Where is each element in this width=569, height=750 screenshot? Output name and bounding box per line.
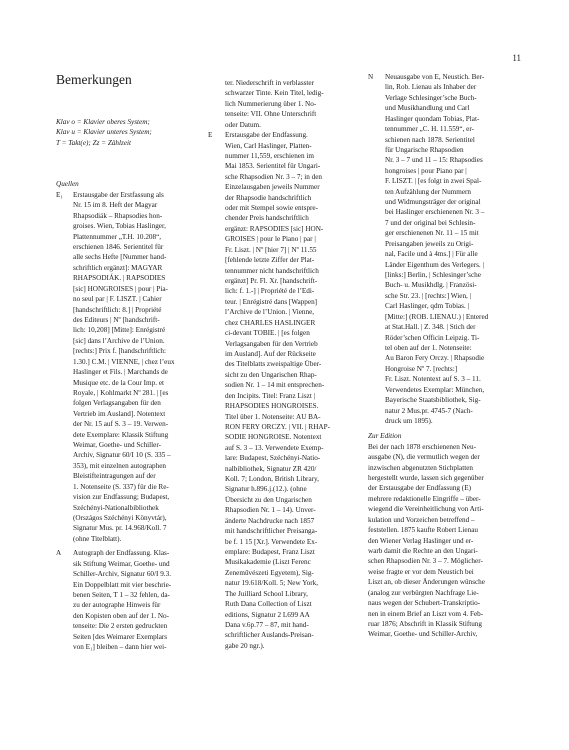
text-line: Erstausgabe der Erstfassung als	[73, 190, 164, 199]
text-line: auf S. 3 – 13. Verwendete Exemp-	[225, 443, 324, 452]
text-line: den Kopisten oben auf der 1. No-	[73, 611, 170, 620]
text-line: Titel über 1. Notenseite: AU BA-	[225, 412, 321, 421]
text-line: weise fragte er vor dem Neustich bei	[368, 567, 474, 576]
text-line: Nr. 3 – 7 und 11 – 15: Rhapsodies	[385, 156, 483, 165]
text-line: [Mitte:] (ROB. LIENAU.) | Entered	[385, 312, 489, 321]
siglum: N	[368, 73, 374, 81]
column-middle	[208, 78, 351, 651]
text-line: teur. | Enrégistré dans [Wappen]	[225, 297, 318, 306]
text-line: Liszt an, ob dieser Änderungen wünsche	[368, 578, 485, 587]
text-line: den Incipits. Titel: Franz Liszt |	[225, 391, 316, 400]
entry-body	[385, 72, 488, 426]
text-line: Bleistifteintragungen auf der	[73, 472, 156, 481]
text-line: Haslinger et Fils. | Marchands de	[73, 368, 168, 377]
text-line: Fr. Liszt. | Nº [hier 7] | Nº 11.55	[225, 245, 317, 254]
text-line: den Wiener Verlag Haslinger und er-	[368, 536, 474, 545]
text-line: Musique etc. de la Cour Imp. et	[73, 378, 165, 387]
text-line: editions, Signatur 2 L699 AA	[225, 610, 310, 619]
text-line: Hongroise Nº 7. [rechts:]	[385, 364, 458, 373]
text-line: Seiten [des Weimarer Exemplars	[73, 632, 168, 641]
text-line: oder Datum.	[225, 120, 261, 129]
text-line: be f. 1 15 [Xr.]. Verwendete Ex-	[225, 537, 318, 546]
text-line: schienen nach 1878. Serientitel	[385, 135, 475, 144]
text-line: Dana v.6p.77 – 87, mit hand-	[225, 620, 309, 629]
text-line: Carl Haslinger, qdm Tobias. |	[385, 302, 469, 311]
text-line: RON FERY ORCZY. | VII. | RHAP-	[225, 422, 330, 431]
text-line: Széchényi-Nationalbibliothek	[73, 503, 159, 512]
text-line: Fr. Liszt. Notentext auf S. 3 – 11.	[385, 375, 481, 384]
text-line: für Ungarische Rhapsodien	[385, 145, 464, 154]
text-line: oder mit Stempel sowie entspre-	[225, 204, 319, 213]
text-line: ci-devant TOBIE. | [es folgen	[225, 329, 310, 338]
text-line: sche Rhapsodien Nr. 3 – 7; in den	[225, 172, 323, 181]
text-line: Bei der nach 1878 erschienenen Neu-	[368, 442, 476, 451]
text-line: ger erschienenen Nr. 11 – 15 mit	[385, 229, 479, 238]
text-line: des Titelblatts zweispaltige Über-	[225, 360, 322, 369]
text-line: von E₁] bleiben – dann hier wei-	[73, 643, 167, 652]
text-line: Bayerische Staatsbibliothek, Sig-	[385, 396, 481, 405]
text-line: (Országos Széchényi Könyvtár),	[73, 513, 167, 522]
text-line: Ruth Dana Collection of Liszt	[225, 600, 312, 609]
text-line: und Widmungsträger der original	[385, 198, 481, 207]
text-line: Ein Doppelblatt mit vier beschrie-	[73, 580, 172, 589]
text-line: 1. Notenseite (S. 337) für die Re-	[73, 482, 169, 491]
text-line: der Erstausgabe der Endfassung (E)	[368, 484, 471, 493]
text-line: Au Baron Fery Orczy. | Rhapsodie	[385, 354, 485, 363]
text-line: feststellen. 1875 kaufte Robert Lienau	[368, 526, 478, 535]
source-entry-E	[208, 130, 351, 651]
text-line: alle sechs Hefte [Nummer hand-	[73, 253, 167, 262]
text-line: tenseite: Die 2 ersten gedruckten	[73, 622, 168, 631]
abbreviation-line: Klav o = Klavier oberes System;	[56, 118, 150, 126]
text-line: und Musikhandlung und Carl	[385, 104, 470, 113]
text-line: im Ausland]. Auf der Rückseite	[225, 349, 316, 358]
text-line: ergänzt] Pr. Fl. Xr. [handschrift-	[225, 277, 318, 286]
text-line: Einzelausgaben jeweils Nummer	[225, 183, 320, 192]
text-line: Musikakademie (Liszt Ferenc	[225, 558, 311, 567]
text-line: nummer 11,559, erschienen im	[225, 151, 314, 160]
siglum: A	[56, 549, 62, 558]
text-line: [rechts:] Prix f. [handschriftlich:	[73, 347, 167, 356]
text-line: Schiller-Archiv, Signatur 60/I 9.3.	[73, 570, 171, 579]
text-line: Mai 1853. Serientitel für Ungari-	[225, 162, 321, 171]
text-line: erschienen 1846. Serientitel für	[73, 243, 164, 252]
text-line: natur 19.618/Koll. 5; New York,	[225, 579, 319, 588]
text-line: sche Str. 23. | [rechts:] Wien, |	[385, 291, 472, 300]
text-line: nal, Facile und à 4ms.] | Für alle	[385, 250, 478, 259]
text-line: Wien, Carl Haslinger, Platten-	[225, 141, 312, 150]
text-line: RHAPSODIES HONGROISES.	[225, 402, 319, 411]
text-line: naus wegen der Schubert-Transkriptio-	[368, 599, 481, 608]
text-line: (ohne Titelblatt).	[73, 534, 122, 543]
abbreviations	[56, 117, 216, 148]
text-line: lin, Rob. Lienau als Inhaber der	[385, 83, 477, 92]
text-line: Preisangaben jeweils zu Origi-	[385, 239, 474, 248]
entry-continuation	[225, 78, 351, 130]
text-line: emplare: Budapest, Franz Liszt	[225, 547, 315, 556]
text-line: [sic] dans l’Archive de l’Union.	[73, 336, 165, 345]
zur-edition-text	[368, 442, 526, 640]
text-line: druck um 1895).	[385, 416, 433, 425]
source-entry-E1	[56, 190, 216, 544]
text-line: groises. Wien, Tobias Haslinger,	[73, 222, 166, 231]
text-line: Rhapsodien Nr. 1 – 14). Unver-	[225, 506, 316, 515]
text-line: [handschriftlich: 8.] | Propriété	[73, 305, 162, 314]
text-line: schriftlich ergänzt]: MAGYAR	[73, 263, 163, 272]
text-line: des Editeurs | Nº [handschrift-	[73, 315, 160, 324]
text-line: Erstausgabe der Endfassung.	[225, 131, 308, 140]
siglum: E	[208, 131, 213, 140]
text-line: ruar 1876; Abschrift in Klassik Stiftung	[368, 619, 482, 628]
entry-body	[73, 190, 175, 544]
text-line: natur 2 Mus.pr. 4745-7 (Nach-	[385, 406, 473, 415]
text-line: l’Archive de l’Union. | Vienne,	[225, 308, 315, 317]
text-line: tel oben auf der 1. Notenseite:	[385, 343, 472, 352]
text-line: dete Exemplare: Klassik Stiftung	[73, 430, 169, 439]
text-line: schriftlicher Auslands-Preisan-	[225, 631, 314, 640]
text-line: Signatur h.896.j.(12.). (ohne	[225, 485, 307, 494]
text-line: ergänzt: RAPSODIES [sic] HON-	[225, 224, 324, 233]
text-line: warb damit die Rechte an den Ungari-	[368, 546, 478, 555]
text-line: lare: Budapest, Széchényi-Natio-	[225, 454, 321, 463]
text-line: Weimar, Goethe- und Schiller-	[73, 441, 162, 450]
text-line: schwarzer Tinte. Kein Titel, ledig-	[225, 89, 324, 98]
text-line: [links:] Berlin, | Schlesinger’sche	[385, 271, 481, 280]
text-line: no seul par | F. LISZT. | Cahier	[73, 295, 162, 304]
text-line: Plattennummer „T.H. 10.208“,	[73, 232, 162, 241]
text-line: kulation und Vorzeichen betreffend –	[368, 515, 475, 524]
text-line: ausgabe (N), die vermutlich wegen der	[368, 453, 480, 462]
source-entry-N	[368, 72, 526, 426]
text-line: 1.30.] C.M. | VIENNE, | chez l’eux	[73, 357, 175, 366]
text-line: [fehlende letzte Ziffer der Plat-	[225, 256, 315, 265]
text-line: tennummer „C. H. 11.559“, er-	[385, 125, 475, 134]
text-line: GROISES | pour le Piano | par |	[225, 235, 316, 244]
source-entry-A	[56, 548, 216, 652]
abbreviation-line: T = Takt(e); Zz = Zählzeit	[56, 138, 131, 147]
siglum: E₁	[56, 190, 63, 199]
column-right	[368, 72, 526, 640]
text-line: Zeneművészeti Egyetem), Sig-	[225, 568, 314, 577]
text-line: Verwendetes Exemplar: München,	[385, 385, 485, 394]
text-line: der Nr. 15 auf S. 3 – 19. Verwen-	[73, 420, 169, 429]
entry-body	[73, 548, 171, 652]
text-line: ten Aufzählung der Nummern	[385, 187, 472, 196]
text-line: nalbibliothek, Signatur ZR 420/	[225, 464, 317, 473]
text-line: Vertrieb im Ausland]. Notentext	[73, 409, 166, 418]
text-line: Neuausgabe von E, Neustich. Ber-	[385, 73, 485, 81]
text-line: gabe 20 ngr.).	[225, 641, 265, 650]
entry-body	[225, 130, 330, 651]
text-line: zu der autographe Hinweis für	[73, 601, 161, 610]
quellen-heading: Quellen	[56, 180, 79, 189]
text-line: vision zur Endfassung; Budapest,	[73, 493, 170, 502]
text-line: Verlage Schlesinger’sche Buch-	[385, 93, 477, 102]
text-line: Archiv, Signatur 60/I 10 (S. 335 –	[73, 451, 171, 460]
text-line: Rhapsodiák – Rhapsodies hon-	[73, 211, 163, 220]
text-line: nen in einem Brief an Liszt vom 4. Feb-	[368, 609, 484, 618]
text-line: ter. Niederschrift in verblasster	[225, 79, 315, 87]
text-line: Autograph der Endfassung. Klas-	[73, 549, 170, 558]
zur-edition-heading: Zur Edition	[368, 432, 402, 441]
text-line: änderte Nachdrucke nach 1857	[225, 516, 315, 525]
text-line: Weimar, Goethe- und Schiller-Archiv,	[368, 630, 478, 639]
text-line: Übersicht zu den Ungarischen	[225, 495, 312, 504]
text-line: Buch- u. Musikhdlg. | Französi-	[385, 281, 477, 290]
text-line: tennummer nicht handschriftlich	[225, 266, 319, 275]
page-title: Bemerkungen	[56, 72, 132, 87]
column-left	[56, 117, 216, 652]
text-line: The Juilliard School Library,	[225, 589, 308, 598]
text-line: bei Haslinger erschienenen Nr. 3 –	[385, 208, 485, 217]
text-line: sik Stiftung Weimar, Goethe- und	[73, 559, 170, 568]
text-line: 353), mit einzelnen autographen	[73, 461, 167, 470]
text-line: [sic] HONGROISES | pour | Pia-	[73, 284, 168, 293]
text-line: der Rhapsodie handschriftlich	[225, 193, 312, 202]
text-line: Haslinger quondam Tobias, Plat-	[385, 114, 480, 123]
text-line: at Stat.Hall. | Z. 348. | Stich der	[385, 323, 476, 332]
text-line: F. LISZT. | [es folgt in zwei Spal-	[385, 177, 482, 186]
text-line: hongroises | pour Piano par |	[385, 166, 467, 175]
text-line: sodien Nr. 1 – 14 mit entsprechen-	[225, 381, 325, 390]
text-line: lich: 10,208] [Mitte]: Enrégistré	[73, 326, 166, 335]
text-line: 7 und der original bei Schlesin-	[385, 218, 476, 227]
text-line: tenseite: VII. Ohne Unterschrift	[225, 110, 317, 119]
text-line: lich Nummerierung über 1. No-	[225, 99, 317, 108]
text-line: schen Rhapsodien Nr. 3 – 7. Möglicher-	[368, 557, 483, 566]
text-line: sicht zu den Ungarischen Rhap-	[225, 370, 317, 379]
page-number: 11	[512, 53, 521, 63]
text-line: chender Preis handschriftlich	[225, 214, 309, 223]
text-line: mehrere redaktionelle Eingriffe – über-	[368, 494, 481, 503]
text-line: Koll. 7; London, British Library,	[225, 475, 319, 484]
text-line: Royale, | Kohlmarkt Nº 281. | [es	[73, 388, 169, 397]
text-line: lich: f. 1.-] | Propriété de l’Edi-	[225, 287, 315, 296]
text-line: folgen Verlagsangaben für den	[73, 399, 161, 408]
text-line: (analog zur verbürgten Nachfrage Lie-	[368, 588, 479, 597]
text-line: Verlagsangaben für den Vertrieb	[225, 339, 318, 348]
text-line: wiegend die Vereinheitlichung von Arti-	[368, 505, 484, 514]
text-line: hergestellt wurde, lassen sich gegenüber	[368, 474, 484, 483]
text-line: inzwischen abgenutzten Stichplatten	[368, 463, 473, 472]
text-line: Länder Eigenthum des Verlegers. |	[385, 260, 484, 269]
text-line: Signatur Mus. pr. 14.968/Koll. 7	[73, 524, 167, 533]
text-line: chez CHARLES HASLINGER	[225, 318, 316, 327]
text-line: SODIE HONGROISE. Notentext	[225, 433, 322, 442]
text-line: mit handschriftlicher Preisanga-	[225, 527, 318, 536]
abbreviation-line: Klav u = Klavier unteres System;	[56, 128, 152, 137]
text-line: RHAPSODIÁK. | RAPSODIES	[73, 274, 166, 283]
text-line: Nr. 15 im 8. Heft der Magyar	[73, 201, 158, 210]
text-line: benen Seiten, T 1 – 32 fehlen, da-	[73, 590, 170, 599]
text-line: Röder’schen Officin Leipzig. Ti-	[385, 333, 480, 342]
